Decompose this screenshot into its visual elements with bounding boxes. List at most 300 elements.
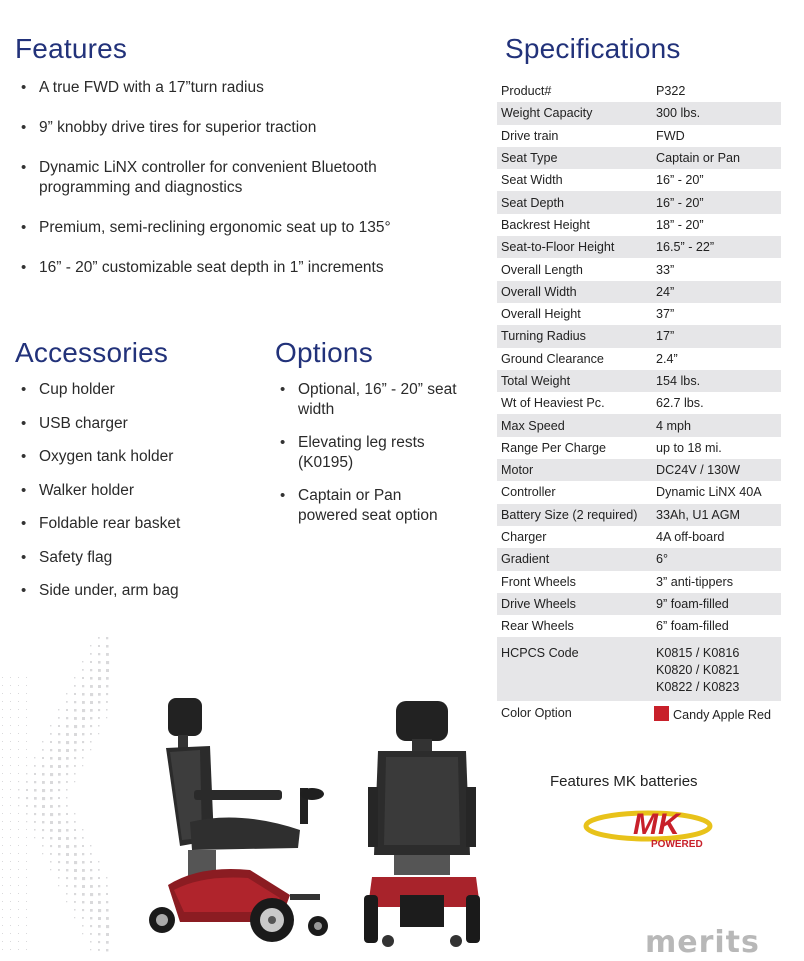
pattern-dot [58, 773, 61, 776]
pattern-dot [26, 837, 27, 838]
pattern-dot [50, 789, 53, 792]
pattern-dot [74, 677, 75, 678]
pattern-dot [26, 741, 27, 742]
hcpcs-code: K0822 / K0823 [656, 680, 740, 695]
pattern-dot [2, 949, 3, 950]
pattern-dot [50, 821, 53, 824]
pattern-dot [66, 741, 69, 744]
pattern-dot [42, 821, 44, 823]
pattern-dot [98, 733, 99, 734]
pattern-dot [82, 877, 85, 880]
table-row [497, 348, 781, 370]
pattern-dot [18, 757, 19, 758]
spec-label: Backrest Height [501, 217, 590, 232]
pattern-dot [26, 789, 28, 791]
pattern-dot [10, 829, 11, 830]
pattern-dot [90, 925, 92, 927]
pattern-dot [26, 941, 27, 942]
pattern-dot [26, 893, 27, 894]
spec-value: 62.7 lbs. [656, 396, 704, 411]
spec-value: up to 18 mi. [656, 440, 722, 455]
pattern-dot [10, 821, 11, 822]
pattern-dot [50, 733, 52, 735]
pattern-dot [18, 741, 19, 742]
accessories-list [17, 380, 247, 615]
pattern-dot [26, 677, 27, 678]
pattern-dot [10, 733, 11, 734]
pattern-dot [18, 717, 19, 718]
table-row [497, 191, 781, 213]
pattern-dot [98, 669, 101, 672]
pattern-dot [66, 901, 67, 902]
spec-value: 18” - 20” [656, 217, 704, 232]
svg-text:POWERED: POWERED [651, 839, 703, 850]
spec-label: Gradient [497, 548, 652, 570]
pattern-dot [2, 829, 3, 830]
pattern-dot [2, 741, 3, 742]
pattern-dot [106, 645, 109, 648]
table-row [497, 593, 781, 615]
wheelchair-side-view [140, 690, 355, 955]
pattern-dot [50, 725, 51, 726]
pattern-dot [106, 949, 108, 951]
spec-label: Drive Wheels [497, 593, 652, 615]
pattern-dot [90, 725, 92, 727]
pattern-dot [90, 661, 92, 663]
pattern-dot [90, 645, 91, 646]
pattern-dot [74, 885, 76, 887]
pattern-dot [82, 925, 84, 927]
pattern-dot [74, 909, 76, 911]
mk-batteries-caption: Features MK batteries [550, 773, 698, 790]
pattern-dot [10, 869, 11, 870]
pattern-dot [2, 797, 3, 798]
table-row [497, 325, 781, 347]
list-item: • Cup holder [17, 380, 247, 400]
pattern-dot [2, 781, 3, 782]
pattern-dot [74, 773, 76, 775]
spec-value: 33” [656, 262, 675, 277]
pattern-dot [66, 781, 68, 783]
pattern-dot [58, 861, 60, 863]
pattern-dot [106, 925, 109, 928]
pattern-dot [98, 925, 101, 928]
features-heading: Features [15, 33, 128, 64]
pattern-dot [10, 797, 11, 798]
pattern-dot [26, 877, 27, 878]
pattern-dot [74, 917, 75, 918]
pattern-dot [42, 741, 43, 742]
pattern-dot [18, 821, 19, 822]
pattern-dot [2, 909, 3, 910]
pattern-dot [98, 949, 100, 951]
pattern-dot [42, 773, 45, 776]
table-row [497, 459, 781, 481]
spec-value: P322 [656, 84, 686, 99]
table-row [497, 504, 781, 526]
pattern-dot [106, 893, 108, 895]
pattern-dot [2, 757, 3, 758]
pattern-dot [26, 917, 27, 918]
pattern-dot [58, 805, 60, 807]
pattern-dot [58, 709, 59, 710]
pattern-dot [42, 789, 45, 792]
table-row [497, 169, 781, 191]
pattern-dot [58, 749, 61, 752]
pattern-dot [66, 749, 69, 752]
table-row [497, 80, 781, 102]
pattern-dot [90, 653, 92, 655]
pattern-dot [34, 805, 36, 807]
pattern-dot [2, 789, 3, 790]
pattern-dot [66, 845, 69, 848]
pattern-dot [66, 693, 67, 694]
pattern-dot [82, 869, 85, 872]
pattern-dot [10, 805, 11, 806]
pattern-dot [74, 813, 75, 814]
table-row [497, 102, 781, 124]
pattern-dot [98, 653, 100, 655]
pattern-dot [82, 725, 85, 728]
pattern-dot [18, 893, 19, 894]
pattern-dot [50, 797, 53, 800]
pattern-dot [2, 805, 3, 806]
table-row [497, 281, 781, 303]
list-item: • Walker holder [17, 481, 247, 501]
pattern-dot [58, 789, 60, 791]
pattern-dot [26, 797, 28, 799]
pattern-dot [82, 885, 85, 888]
pattern-dot [106, 917, 109, 920]
pattern-dot [2, 765, 3, 766]
table-row [497, 637, 781, 701]
pattern-dot [98, 933, 100, 935]
pattern-dot [58, 813, 61, 816]
pattern-dot [18, 781, 19, 782]
spec-value: 17” [652, 325, 781, 347]
pattern-dot [82, 917, 84, 919]
pattern-dot [18, 925, 19, 926]
pattern-dot [90, 869, 92, 871]
pattern-dot [58, 877, 60, 879]
options-heading: Options [275, 337, 373, 368]
specifications-heading: Specifications [505, 33, 681, 64]
pattern-dot [34, 837, 35, 838]
pattern-dot [82, 661, 83, 662]
table-row [497, 214, 781, 236]
pattern-dot [66, 893, 68, 895]
table-row [497, 125, 781, 147]
pattern-dot [2, 925, 3, 926]
pattern-dot [106, 877, 107, 878]
pattern-dot [2, 877, 3, 878]
pattern-dot [18, 885, 19, 886]
pattern-dot [2, 717, 3, 718]
spec-label: Battery Size (2 required) [497, 504, 652, 526]
pattern-dot [106, 653, 109, 656]
spec-label: Seat Depth [497, 191, 652, 213]
pattern-dot [2, 733, 3, 734]
table-row [497, 615, 781, 637]
pattern-dot [58, 837, 61, 840]
pattern-dot [98, 861, 99, 862]
pattern-dot [82, 733, 84, 735]
spec-value: 16” - 20” [656, 173, 704, 188]
pattern-dot [90, 909, 93, 912]
pattern-dot [66, 789, 68, 791]
pattern-dot [10, 813, 11, 814]
pattern-dot [90, 861, 92, 863]
pattern-dot [26, 829, 27, 830]
pattern-dot [26, 925, 27, 926]
table-row [497, 236, 781, 258]
spec-label: Front Wheels [501, 574, 576, 589]
pattern-dot [82, 861, 85, 864]
pattern-dot [74, 685, 76, 687]
spec-label: Overall Length [501, 262, 583, 277]
pattern-dot [2, 709, 3, 710]
pattern-dot [82, 901, 84, 903]
spec-label: Seat Type [497, 147, 652, 169]
pattern-dot [74, 861, 77, 864]
pattern-dot [18, 949, 19, 950]
pattern-dot [82, 853, 84, 855]
pattern-dot [74, 709, 77, 712]
spec-label: Color Option [501, 706, 572, 721]
pattern-dot [26, 749, 27, 750]
pattern-dot [26, 933, 27, 934]
pattern-dot [74, 757, 76, 759]
pattern-dot [58, 829, 61, 832]
pattern-dot [18, 917, 19, 918]
pattern-dot [98, 877, 100, 879]
pattern-dot [58, 853, 60, 855]
spec-value: 16.5” - 22” [652, 236, 781, 258]
pattern-dot [10, 717, 11, 718]
pattern-dot [42, 749, 44, 751]
spec-value: 33Ah, U1 AGM [652, 504, 781, 526]
spec-value: DC24V / 130W [652, 459, 781, 481]
pattern-dot [10, 853, 11, 854]
pattern-dot [2, 861, 3, 862]
pattern-dot [74, 717, 77, 720]
pattern-dot [50, 861, 52, 863]
pattern-dot [26, 709, 27, 710]
table-row [497, 303, 781, 325]
pattern-dot [98, 709, 100, 711]
pattern-dot [2, 845, 3, 846]
pattern-dot [74, 701, 76, 703]
pattern-dot [66, 733, 69, 736]
pattern-dot [10, 781, 11, 782]
pattern-dot [90, 749, 91, 750]
pattern-dot [18, 845, 19, 846]
spec-label: HCPCS Code [497, 637, 652, 701]
hcpcs-code: K0815 / K0816 [656, 646, 740, 661]
spec-value: 6” foam-filled [656, 619, 729, 634]
pattern-dot [50, 869, 51, 870]
pattern-dot [18, 725, 19, 726]
pattern-dot [74, 893, 76, 895]
pattern-dot [90, 933, 92, 935]
pattern-dot [58, 869, 60, 871]
pattern-dot [10, 677, 11, 678]
pattern-dot [98, 909, 101, 912]
pattern-dot [106, 701, 108, 703]
pattern-dot [58, 733, 60, 735]
pattern-dot [66, 837, 69, 840]
pattern-dot [98, 677, 101, 680]
table-row [497, 548, 781, 570]
spec-value: 6° [652, 548, 781, 570]
list-item: • Foldable rear basket [17, 514, 247, 534]
pattern-dot [18, 805, 19, 806]
svg-text:MK: MK [633, 808, 680, 841]
pattern-dot [26, 781, 28, 783]
spec-label: Seat Width [501, 173, 563, 188]
pattern-dot [90, 733, 92, 735]
pattern-dot [82, 829, 83, 830]
spec-label: Ground Clearance [501, 351, 604, 366]
pattern-dot [98, 693, 101, 696]
spec-value: Captain or Pan [652, 147, 781, 169]
pattern-dot [74, 725, 77, 728]
pattern-dot [66, 861, 69, 864]
pattern-dot [10, 877, 11, 878]
wheelchair-rear-view [360, 695, 490, 955]
pattern-dot [26, 949, 27, 950]
pattern-dot [90, 877, 93, 880]
dot-pattern-decoration [0, 635, 110, 961]
pattern-dot [2, 893, 3, 894]
pattern-dot [2, 813, 3, 814]
pattern-dot [26, 765, 27, 766]
table-row [497, 437, 781, 459]
table-row [497, 258, 781, 280]
spec-value: 16” - 20” [652, 191, 781, 213]
list-item: • A true FWD with a 17”turn radius [17, 78, 457, 98]
pattern-dot [18, 709, 19, 710]
pattern-dot [34, 781, 36, 783]
pattern-dot [66, 773, 68, 775]
pattern-dot [82, 685, 84, 687]
spec-label: Turning Radius [497, 325, 652, 347]
pattern-dot [90, 885, 93, 888]
pattern-dot [90, 845, 91, 846]
pattern-dot [50, 853, 52, 855]
pattern-dot [10, 741, 11, 742]
pattern-dot [106, 941, 109, 944]
pattern-dot [10, 789, 11, 790]
pattern-dot [18, 685, 19, 686]
pattern-dot [42, 813, 45, 816]
pattern-dot [2, 853, 3, 854]
pattern-dot [50, 829, 53, 832]
pattern-dot [58, 717, 60, 719]
list-item: • Dynamic LiNX controller for convenient Bluetooth programming and diagnostics [17, 158, 457, 198]
pattern-dot [18, 765, 19, 766]
pattern-dot [82, 933, 83, 934]
pattern-dot [2, 901, 3, 902]
pattern-dot [2, 869, 3, 870]
pattern-dot [82, 701, 85, 704]
spec-label: Max Speed [497, 414, 652, 436]
pattern-dot [106, 717, 107, 718]
pattern-dot [90, 949, 91, 950]
pattern-dot [26, 733, 27, 734]
pattern-dot [18, 877, 19, 878]
pattern-dot [26, 885, 27, 886]
pattern-dot [26, 701, 27, 702]
pattern-dot [10, 941, 11, 942]
pattern-dot [66, 765, 68, 767]
pattern-dot [10, 701, 11, 702]
table-row [497, 147, 781, 169]
pattern-dot [10, 725, 11, 726]
pattern-dot [18, 813, 19, 814]
spec-value: 3” anti-tippers [656, 574, 733, 589]
pattern-dot [26, 901, 27, 902]
pattern-dot [66, 853, 69, 856]
pattern-dot [90, 853, 92, 855]
pattern-dot [74, 837, 76, 839]
pattern-dot [42, 845, 44, 847]
pattern-dot [90, 941, 92, 943]
pattern-dot [26, 725, 27, 726]
pattern-dot [98, 685, 101, 688]
pattern-dot [82, 717, 85, 720]
spec-label: Wt of Heaviest Pc. [501, 396, 605, 411]
list-item: • Elevating leg rests (K0195) [276, 433, 461, 473]
list-item: • 9” knobby drive tires for superior traction [17, 118, 457, 138]
pattern-dot [2, 885, 3, 886]
pattern-dot [58, 821, 61, 824]
pattern-dot [26, 685, 27, 686]
pattern-dot [10, 933, 11, 934]
specifications-table [497, 80, 781, 732]
pattern-dot [98, 661, 101, 664]
pattern-dot [90, 685, 93, 688]
spec-label: Seat-to-Floor Height [497, 236, 652, 258]
pattern-dot [98, 637, 100, 639]
table-row [497, 526, 781, 548]
pattern-dot [58, 765, 61, 768]
pattern-dot [74, 901, 76, 903]
pattern-dot [58, 757, 61, 760]
pattern-dot [10, 845, 11, 846]
pattern-dot [18, 837, 19, 838]
pattern-dot [34, 797, 37, 800]
pattern-dot [18, 933, 19, 934]
spec-value: 2.4” [656, 351, 678, 366]
pattern-dot [106, 885, 108, 887]
pattern-dot [98, 717, 100, 719]
spec-value: Dynamic LiNX 40A [656, 485, 762, 500]
pattern-dot [82, 909, 84, 911]
pattern-dot [2, 773, 3, 774]
pattern-dot [18, 909, 19, 910]
pattern-dot [58, 885, 59, 886]
pattern-dot [82, 837, 84, 839]
spec-label: Range Per Charge [501, 440, 607, 455]
pattern-dot [18, 797, 20, 799]
pattern-dot [34, 821, 36, 823]
accessories-heading: Accessories [15, 337, 169, 368]
list-item: • Oxygen tank holder [17, 447, 247, 467]
pattern-dot [2, 821, 3, 822]
pattern-dot [106, 685, 108, 687]
pattern-dot [50, 765, 53, 768]
